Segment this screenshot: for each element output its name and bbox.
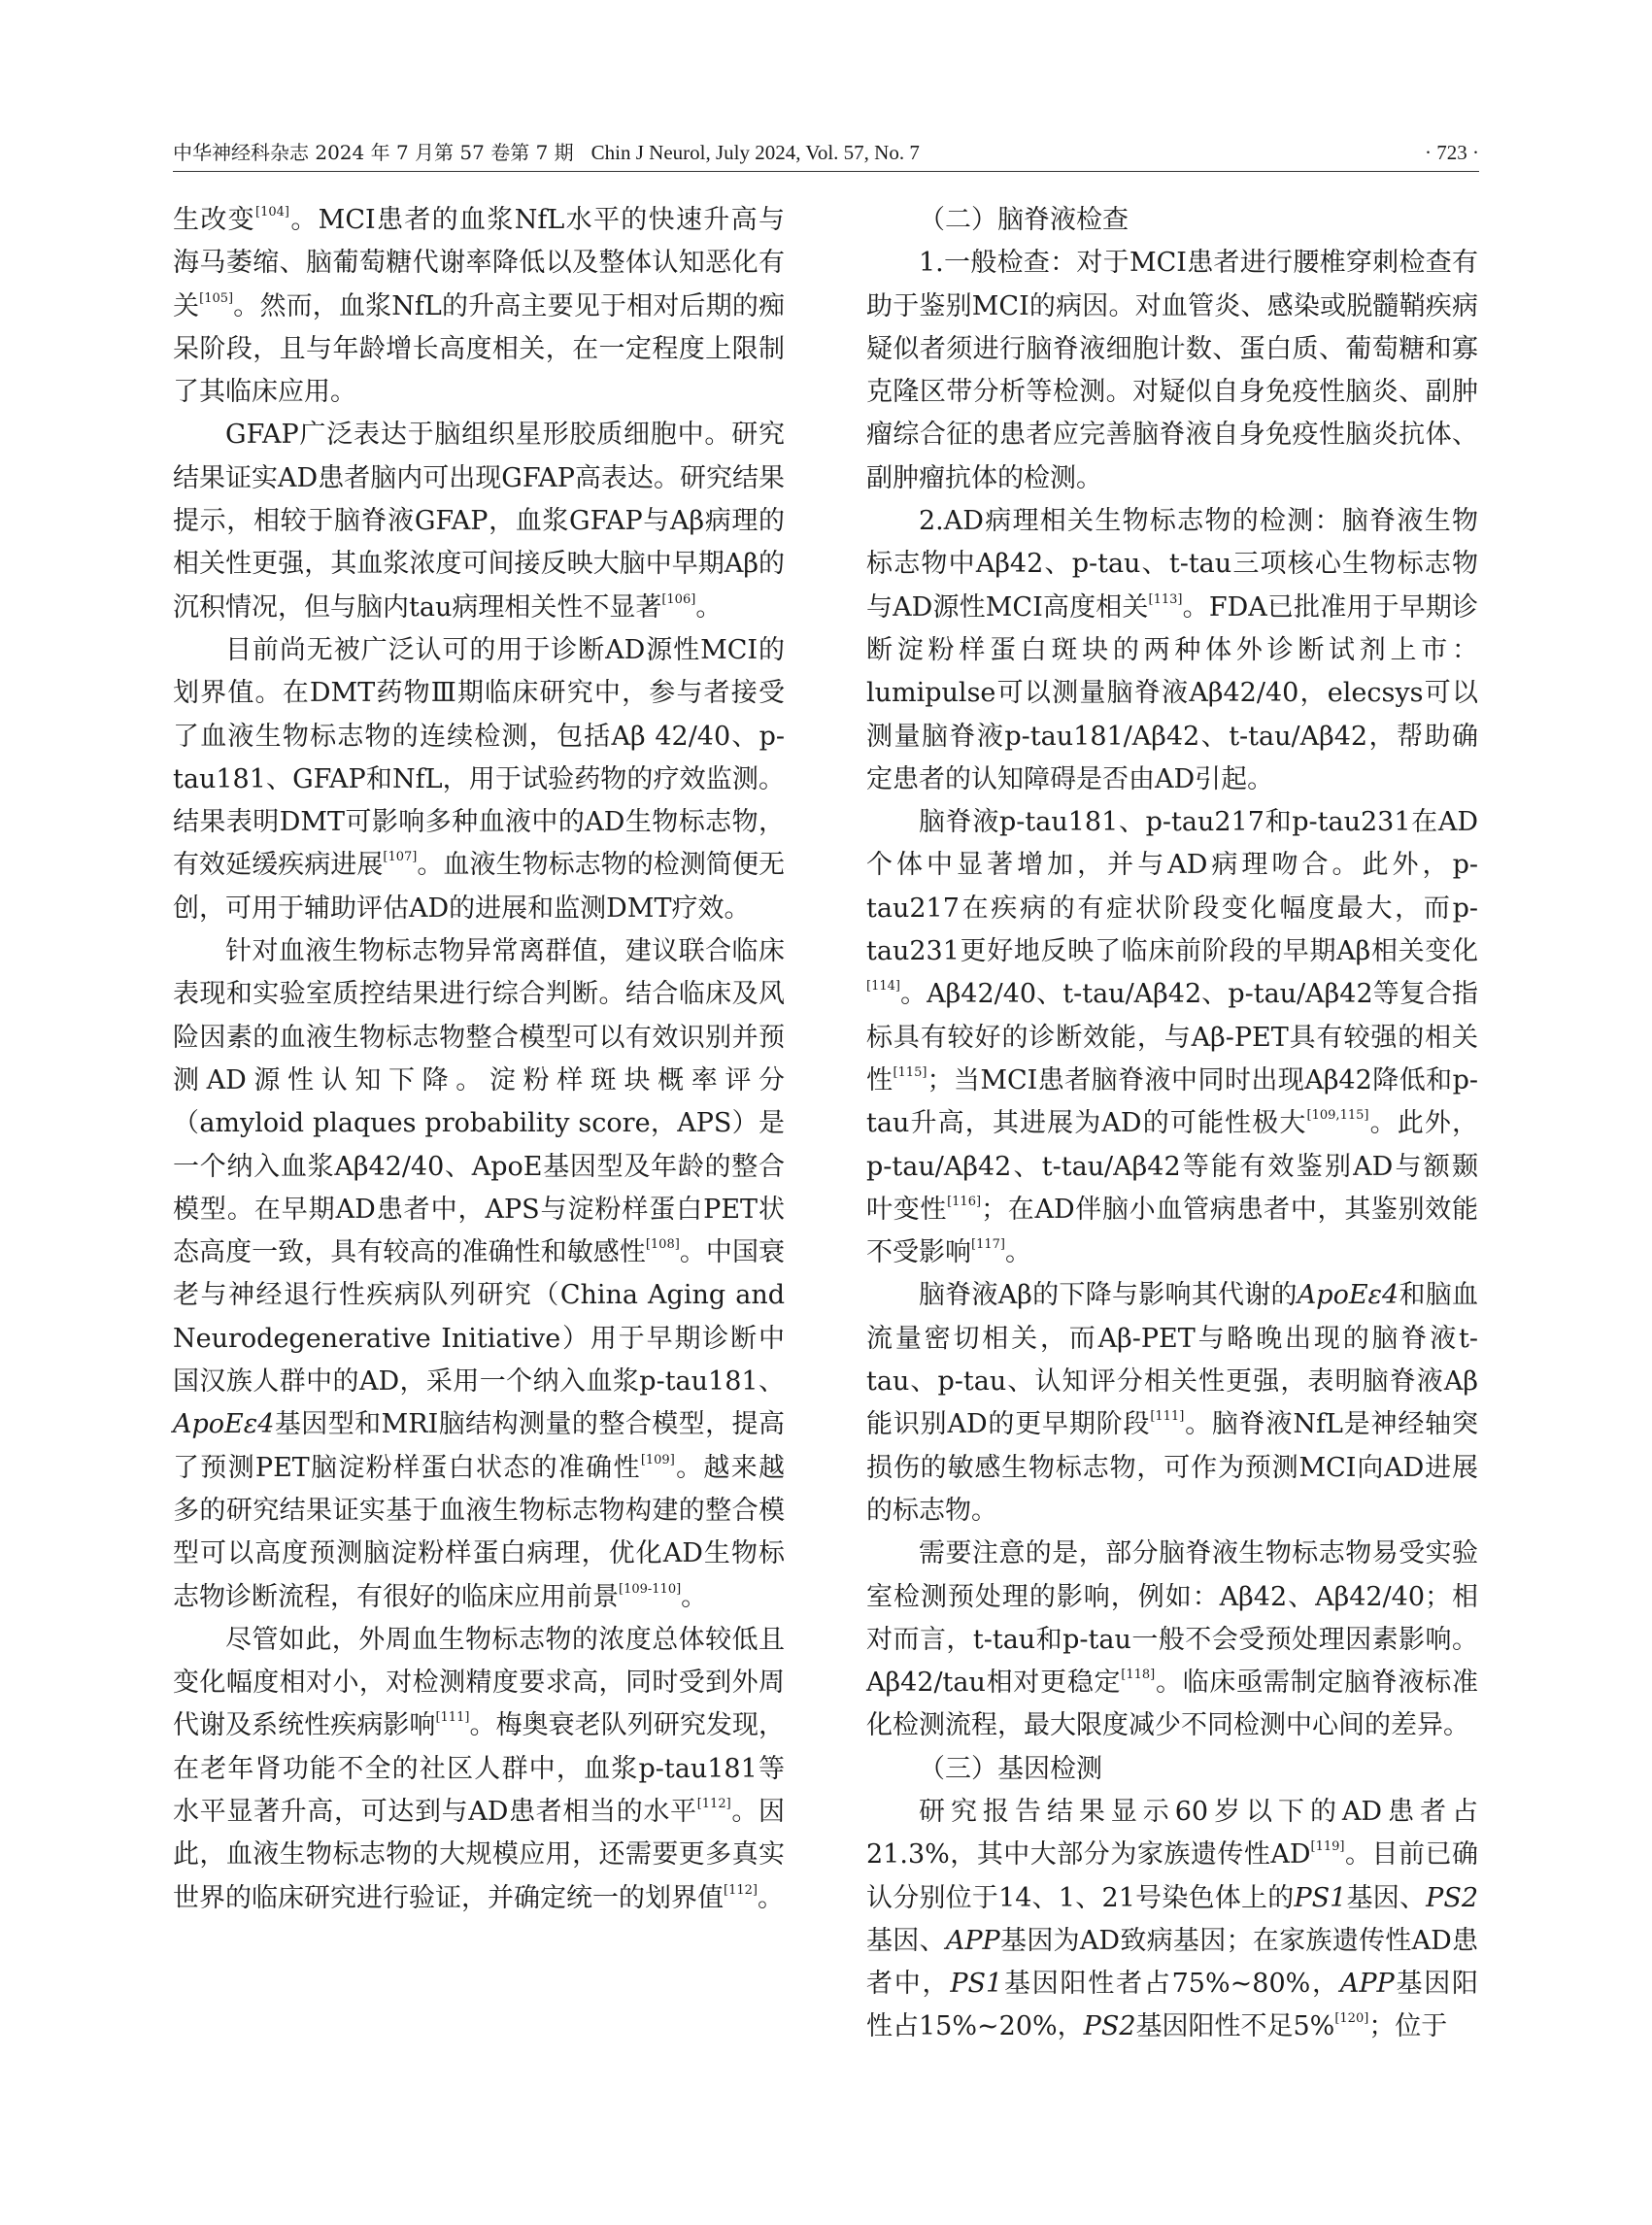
paragraph: 脑脊液p-tau181、p-tau217和p-tau231在AD个体中显著增加，并与AD病理吻合。此外，p-tau217在疾病的有症状阶段变化幅度最大，而p-tau231更好地反映了临床前阶段的早期Aβ相关变化[114]。Aβ42/40、t-tau/Aβ42、p-tau/Aβ42等复合指标具有较好的诊断效能，与Aβ-PET具有较强的相关性[115]；当MCI患者脑脊液中同时出现Aβ42降低和p-tau升高，其进展为AD的可能性极大[109,115]。此外，p-tau/Aβ42、t-tau/Aβ42等能有效鉴别AD与额颞叶变性[116]；在AD伴脑小血管病患者中，其鉴别效能不受影响[117]。 xyxy=(866,807,1479,1268)
gene-name: PS1 xyxy=(950,1969,1003,2000)
section-heading: （三）基因检测 xyxy=(919,1753,1102,1784)
citation-ref[interactable]: [117] xyxy=(971,1237,1005,1253)
section-heading: （二）脑脊液检查 xyxy=(919,205,1129,235)
paragraph: 需要注意的是，部分脑脊液生物标志物易受实验室检测预处理的影响，例如：Aβ42、Aβ42/40；相对而言，t-tau和p-tau一般不会受预处理因素影响。Aβ42/tau相对更稳定[118]。临床亟需制定脑脊液标准化检测流程，最大限度减少不同检测中心间的差异。 xyxy=(866,1538,1478,1741)
citation-ref[interactable]: [116] xyxy=(947,1194,982,1209)
paragraph: 针对血液生物标志物异常离群值，建议联合临床表现和实验室质控结果进行综合判断。结合临床及风险因素的血液生物标志物整合模型可以有效识别并预测AD源性认知下降。淀粉样斑块概率评分（amyloid plaques probability score，APS）是一个纳入血浆Aβ42/40、ApoE基因型及年龄的整合模型。在早期AD患者中，APS与淀粉样蛋白PET状态高度一致，具有较高的准确性和敏感性[108]。中国衰老与神经退行性疾病队列研究（China Aging and Neurodegenerative Initiative）用于早期诊断中国汉族人群中的AD，采用一个纳入血浆p-tau181、ApoEε4基因型和MRI脑结构测量的整合模型，提高了预测PET脑淀粉样蛋白状态的准确性[109]。越来越多的研究结果证实基于血液生物标志物构建的整合模型可以高度预测脑淀粉样蛋白病理，优化AD生物标志物诊断流程，有很好的临床应用前景[109-110]。 xyxy=(173,936,786,1612)
citation-ref[interactable]: [111] xyxy=(1150,1409,1185,1425)
citation-ref[interactable]: [109,115] xyxy=(1306,1108,1369,1124)
citation-ref[interactable]: [113] xyxy=(1148,591,1183,607)
paragraph: 2.AD病理相关生物标志物的检测：脑脊液生物标志物中Aβ42、p-tau、t-tau三项核心生物标志物与AD源性MCI高度相关[113]。FDA已批准用于早期诊断淀粉样蛋白斑块的两种体外诊断试剂上市：lumipulse可以测量脑脊液Aβ42/40，elecsys可以测量脑脊液p-tau181/Aβ42、t-tau/Aβ42，帮助确定患者的认知障碍是否由AD引起。 xyxy=(866,506,1478,794)
citation-ref[interactable]: [109] xyxy=(640,1452,675,1467)
citation-ref[interactable]: [119] xyxy=(1310,1839,1345,1855)
gene-name: ApoEε4 xyxy=(1297,1280,1399,1311)
citation-ref[interactable]: [106] xyxy=(661,591,696,607)
gene-name: APP xyxy=(1339,1969,1395,2000)
paragraph: 研究报告结果显示60岁以下的AD患者占21.3%，其中大部分为家族遗传性AD[119]。目前已确认分别位于14、1、21号染色体上的PS1基因、PS2基因、APP基因为AD致病基因；在家族遗传性AD患者中，PS1基因阳性者占75%~80%，APP基因阳性占15%~20%，PS2基因阳性不足5%[120]；位于 xyxy=(866,1796,1479,2042)
paragraph: GFAP广泛表达于脑组织星形胶质细胞中。研究结果证实AD患者脑内可出现GFAP高表达。研究结果提示，相较于脑脊液GFAP，血浆GFAP与Aβ病理的相关性更强，其血浆浓度可间接反映大脑中早期Aβ的沉积情况，但与脑内tau病理相关性不显著[106]。 xyxy=(173,420,785,623)
gene-name: ApoEε4 xyxy=(173,1409,275,1440)
paragraph: 尽管如此，外周血生物标志物的浓度总体较低且变化幅度相对小，对检测精度要求高，同时受到外周代谢及系统性疾病影响[111]。梅奥衰老队列研究发现，在老年肾功能不全的社区人群中，血浆p-tau181等水平显著升高，可达到与AD患者相当的水平[112]。因此，血液生物标志物的大规模应用，还需要更多真实世界的临床研究进行验证，并确定统一的划界值[112]。 xyxy=(173,1624,785,1913)
paragraph: 1.一般检查：对于MCI患者进行腰椎穿刺检查有助于鉴别MCI的病因。对血管炎、感染或脱髓鞘疾病疑似者须进行脑脊液细胞计数、蛋白质、葡萄糖和寡克隆区带分析等检测。对疑似自身免疫性脑炎、副肿瘤综合征的患者应完善脑脊液自身免疫性脑炎抗体、副肿瘤抗体的检测。 xyxy=(866,248,1478,493)
right-column xyxy=(866,199,1478,2049)
journal-citation xyxy=(173,138,920,167)
paragraph: 生改变[104]。MCI患者的血浆NfL水平的快速升高与海马萎缩、脑葡萄糖代谢率降低以及整体认知恶化有关[105]。然而，血浆NfL的升高主要见于相对后期的痴呆阶段，且与年龄增长高度相关，在一定程度上限制了其临床应用。 xyxy=(173,205,785,408)
citation-ref[interactable]: [118] xyxy=(1121,1668,1156,1683)
gene-name: PS1 xyxy=(1294,1882,1347,1913)
gene-name: PS2 xyxy=(1426,1882,1479,1913)
citation-ref[interactable]: [109-110] xyxy=(619,1581,682,1597)
citation-ref[interactable]: [115] xyxy=(893,1064,927,1080)
citation-ref[interactable]: [111] xyxy=(435,1710,470,1726)
gene-name: APP xyxy=(945,1925,1000,1956)
citation-ref[interactable]: [120] xyxy=(1334,2011,1369,2027)
citation-ref[interactable]: [112] xyxy=(696,1796,731,1811)
paragraph: 脑脊液Aβ的下降与影响其代谢的ApoEε4和脑血流量密切相关，而Aβ-PET与略晚出现的脑脊液t-tau、p-tau、认知评分相关性更强，表明脑脊液Aβ能识别AD的更早期阶段[111]。脑脊液NfL是神经轴突损伤的敏感生物标志物，可作为预测MCI向AD进展的标志物。 xyxy=(866,1280,1479,1526)
running-header xyxy=(173,132,1479,172)
citation-ref[interactable]: [104] xyxy=(255,205,289,219)
citation-ref[interactable]: [108] xyxy=(645,1237,680,1253)
paragraph: 目前尚无被广泛认可的用于诊断AD源性MCI的划界值。在DMT药物Ⅲ期临床研究中，参与者接受了血液生物标志物的连续检测，包括Aβ 42/40、p-tau181、GFAP和NfL，用于试验药物的疗效监测。结果表明DMT可影响多种血液中的AD生物标志物，有效延缓疾病进展[107]。血液生物标志物的检测简便无创，可用于辅助评估AD的进展和监测DMT疗效。 xyxy=(173,634,785,924)
citation-ref[interactable]: [112] xyxy=(724,1882,758,1898)
gene-name: PS2 xyxy=(1083,2011,1136,2042)
citation-ref[interactable]: [114] xyxy=(866,979,900,995)
journal-name-cn: 中华神经科杂志 2024 年 7 月第 57 卷第 7 期 xyxy=(173,141,574,164)
citation-ref[interactable]: [107] xyxy=(383,850,418,865)
left-column xyxy=(173,199,785,1920)
citation-ref[interactable]: [105] xyxy=(199,290,234,306)
journal-name-en: Chin J Neurol, July 2024, Vol. 57, No. 7 xyxy=(590,141,920,164)
page-number: · 723 · xyxy=(1425,141,1479,164)
